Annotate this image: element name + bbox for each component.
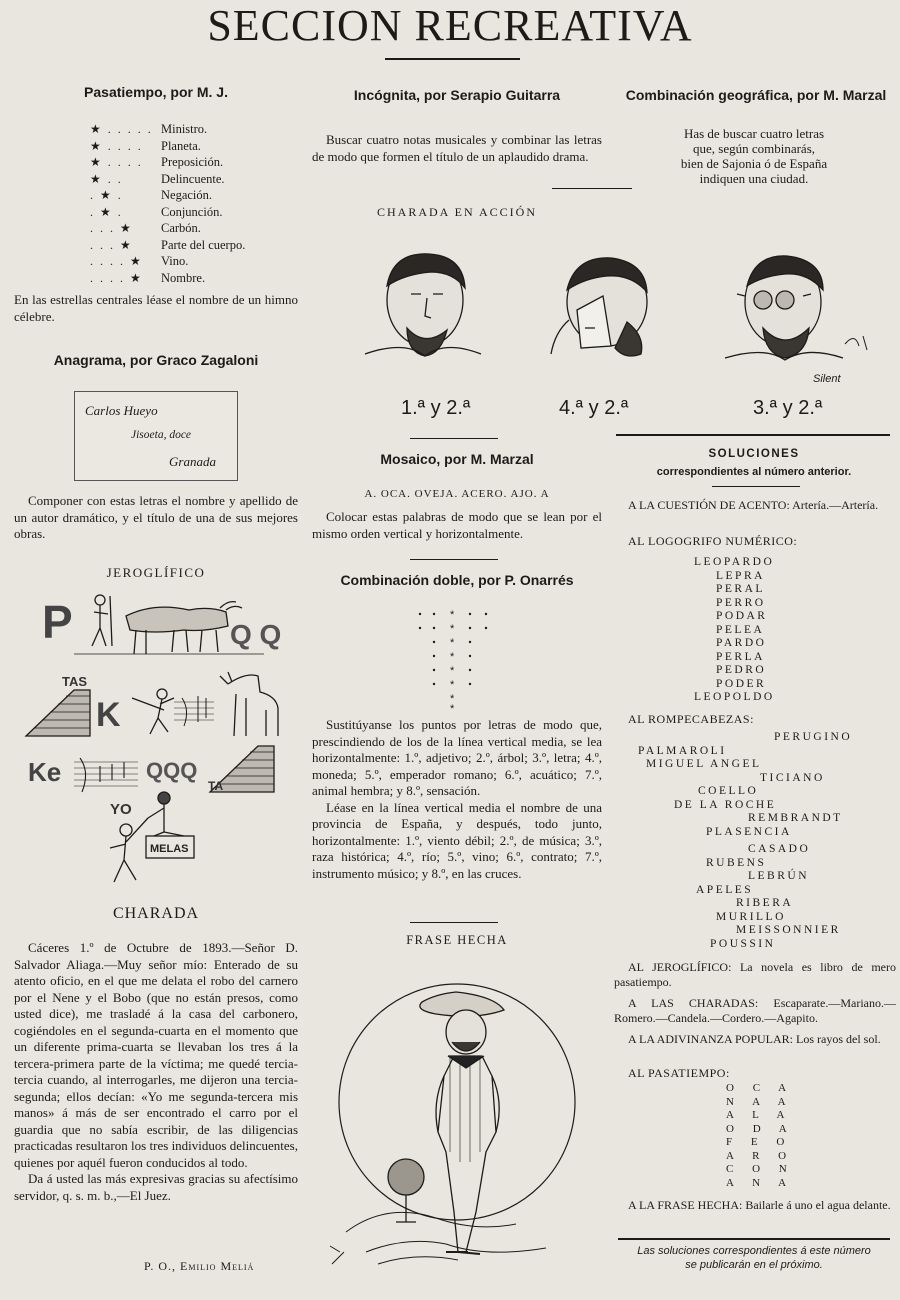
- rompe-word: DE LA ROCHE: [674, 798, 777, 811]
- rompe-word: POUSSIN: [710, 937, 776, 950]
- charada-accion-title: CHARADA EN ACCIÓN: [376, 205, 537, 219]
- rompe-word: RIBERA: [736, 897, 794, 909]
- pasatiempo-row: . . . . ★ Nombre.: [90, 270, 206, 285]
- solucion-logogrifo-title: AL LOGOGRIFO NUMÉRICO:: [628, 534, 798, 548]
- doble-title: Combinación doble, por P. Onarrés: [340, 572, 574, 588]
- anagrama-card-line: Carlos Hueyo: [85, 403, 158, 418]
- charada-accion-label-3: 3.ª y 2.ª: [753, 397, 823, 419]
- pasatiempo-row: . . . ★ Carbón.: [90, 221, 201, 235]
- soluciones-footnote: Las soluciones correspondientes á este número se publicarán en el próximo.: [637, 1245, 871, 1271]
- pasatiempo-puzzle: [14, 122, 298, 292]
- solucion-charadas: A LAS CHARADAS: Escaparate.—Mariano.—Romero.—Candela.—Cordero.—Agapito.: [614, 996, 896, 1025]
- rompe-word: PALMAROLI: [638, 744, 727, 757]
- solucion-rompe-list: [612, 731, 900, 951]
- solucion-acento: A LA CUESTIÓN DE ACENTO: Artería.—Artería.: [628, 498, 879, 512]
- mosaico-title: Mosaico, por M. Marzal: [380, 451, 534, 467]
- page-title: SECCION RECREATIVA: [207, 1, 693, 50]
- pasatiempo-grid-row: C O N: [726, 1163, 795, 1175]
- charada-text: Cáceres 1.º de Octubre de 1893.—Señor D. Salvador Aliaga.—Muy señor mío: Enterado de su atento oficio, en el que me delata el robo del carnero por el Nene y el Bobo (que no están presos, como usted dice), me trasladé á la casa del carbonero, cogiéndoles en el segunda-cuarta en el momento que un diferente prima-cuarta se llevaban los tres á la tercera-primera parte de la víctima; me quedé tercia-tercia cuando, al interrogarles, me dijeron una tercia-segunda; ellos decían: «Yo me segunda-tercera mis manos» á más de ser encontrado el carro por el guardia que no sabía escribir, de las diligencias practicadas resultaron los tres individuos delincuentes, quienes por aquél fueron conducidos al todo. Da á usted las más expresivas gracias su afectísimo servidor, q. s. m. b.,—El Juez.: [14, 940, 298, 1203]
- rompe-word: COELLO: [698, 785, 759, 797]
- charada-accion-label-1: 1.ª y 2.ª: [401, 397, 471, 419]
- charada-title: CHARADA: [112, 905, 200, 922]
- rompe-word: APELES: [696, 883, 754, 896]
- jeroglifico-k: K: [96, 696, 121, 734]
- rompe-word: CASADO: [748, 843, 811, 855]
- svg-text:*: *: [450, 637, 455, 649]
- mosaico-text: Colocar estas palabras de modo que se lean por el mismo orden vertical y horizontalmente.: [312, 509, 602, 541]
- logogrifo-word: PERAL: [716, 583, 765, 595]
- divider: [712, 486, 800, 487]
- svg-text:*: *: [450, 679, 455, 691]
- divider: [410, 438, 498, 439]
- doble-text: Sustitúyanse los puntos por letras de modo que, prescindiendo de los de la línea vertical media, se lea horizontalmente: 1.º, adjetivo; 2.º, árbol; 3.º, letra; 4.º, moneda; 5.º, emperador romano; 6.º, acuático; 7.º, animal hembra; y 8.º, sensación. Léase en la línea vertical media el nombre de una provincia de España, y después, todo junto, horizontalmente: 1.º, viento débil; 2.º, de música; 3.º, raza histórica; 4.º, río; 5.º, vino; 6.º, contrato; 7.º, instrumento músico; y 8.º, en las cruces.: [312, 717, 602, 881]
- frase-illustration: [326, 952, 588, 1282]
- anagrama-card-line: Granada: [169, 454, 216, 469]
- soluciones-top-rule: [616, 434, 890, 436]
- pasatiempo-grid-row: A N A: [726, 1176, 795, 1189]
- solucion-pasatiempo-grid: [726, 1082, 806, 1190]
- jeroglifico-ta: TA: [208, 779, 224, 793]
- pasatiempo-row: . ★ . Negación.: [90, 188, 213, 202]
- pasatiempo-grid-row: A L A: [726, 1109, 793, 1121]
- charada-signature: P. O., Emilio Meliá: [144, 1259, 255, 1273]
- svg-text:*: *: [450, 703, 455, 714]
- jeroglifico-melas: MELAS: [150, 843, 189, 855]
- solucion-logogrifo-list: [612, 556, 896, 706]
- rompe-word: TICIANO: [760, 771, 825, 784]
- logogrifo-word: PERRO: [716, 596, 766, 609]
- logogrifo-word: PARDO: [716, 637, 767, 649]
- anagrama-text: Componer con estas letras el nombre y apellido de un autor dramático, y el título de una de sus mejores obras.: [14, 493, 298, 541]
- title-rule: [385, 58, 520, 60]
- charada-accion-label-2: 4.ª y 2.ª: [559, 397, 629, 419]
- solucion-jeroglifico: AL JEROGLÍFICO: La novela es libro de mero pasatiempo.: [614, 960, 896, 989]
- soluciones-bottom-rule: [618, 1238, 890, 1240]
- jeroglifico-tas: TAS: [62, 674, 88, 689]
- pasatiempo-grid-row: N A A: [726, 1095, 794, 1108]
- solucion-frase: A LA FRASE HECHA: Bailarle á uno el agua delante.: [628, 1198, 891, 1212]
- logogrifo-word: LEOPOLDO: [694, 691, 775, 703]
- logogrifo-word: LEPRA: [716, 569, 765, 582]
- solucion-adivinanza: A LA ADIVINANZA POPULAR: Los rayos del sol.: [628, 1032, 881, 1046]
- geografica-verse: Has de buscar cuatro letras que, según combinarás, bien de Sajonia ó de España indiquen una ciudad.: [680, 126, 828, 186]
- pasatiempo-row: ★ . . Delincuente.: [90, 171, 225, 186]
- pasatiempo-note: En las estrellas centrales léase el nombre de un himno célebre.: [14, 292, 298, 324]
- jeroglifico-qqq: QQQ: [146, 758, 198, 783]
- rompe-word: RUBENS: [706, 856, 767, 869]
- svg-text:*: *: [450, 623, 455, 635]
- rompe-word: PLASENCIA: [706, 825, 792, 838]
- rompe-word: MURILLO: [716, 910, 786, 923]
- pasatiempo-grid-row: F E O: [726, 1136, 793, 1148]
- jeroglifico-p: P: [42, 596, 73, 648]
- divider: [410, 559, 498, 560]
- charada-accion-signature: Silent: [813, 373, 841, 385]
- svg-text:*: *: [450, 665, 455, 677]
- rompe-word: PERUGINO: [774, 731, 853, 743]
- doble-dot-grid: [412, 606, 500, 714]
- divider: [552, 188, 632, 189]
- svg-text:*: *: [450, 693, 455, 705]
- jeroglifico-title: JEROGLÍFICO: [106, 565, 206, 580]
- jeroglifico-illustration: [14, 586, 298, 886]
- incognita-title: Incógnita, por Serapio Guitarra: [353, 87, 561, 103]
- svg-text:*: *: [450, 609, 455, 621]
- soluciones-subtitle: correspondientes al número anterior.: [656, 466, 852, 478]
- pasatiempo-grid-row: A R O: [726, 1149, 795, 1162]
- rompe-word: MIGUEL ANGEL: [646, 758, 762, 770]
- logogrifo-word: LEOPARDO: [694, 556, 775, 568]
- mosaico-words: A. OCA. OVEJA. ACERO. AJO. A: [364, 488, 550, 500]
- anagrama-card-line: Jisoeta, doce: [131, 429, 192, 441]
- logogrifo-word: PODER: [716, 677, 767, 690]
- rompe-word: REMBRANDT: [748, 812, 843, 824]
- pasatiempo-row: . . . ★ Parte del cuerpo.: [90, 237, 246, 252]
- pasatiempo-row: ★ . . . . Preposición.: [90, 155, 224, 169]
- pasatiempo-grid-row: O C A: [726, 1082, 795, 1094]
- pasatiempo-row: . . . . ★ Vino.: [90, 254, 189, 268]
- divider: [410, 922, 498, 923]
- pasatiempo-title: Pasatiempo, por M. J.: [84, 84, 228, 100]
- incognita-text: Buscar cuatro notas musicales y combinar las letras de modo que formen el título de un aplaudido drama.: [312, 132, 602, 164]
- logogrifo-word: PODAR: [716, 610, 768, 622]
- pasatiempo-row: . ★ . Conjunción.: [90, 204, 223, 219]
- logogrifo-word: PELEA: [716, 623, 765, 636]
- rompe-word: MEISSONNIER: [736, 924, 841, 936]
- geografica-title: Combinación geográfica, por M. Marzal: [625, 87, 887, 103]
- pasatiempo-row: ★ . . . . . Ministro.: [90, 122, 208, 136]
- jeroglifico-ke: Ke: [28, 757, 62, 787]
- jeroglifico-yo: YO: [110, 801, 132, 818]
- pasatiempo-row: ★ . . . . Planeta.: [90, 138, 201, 153]
- soluciones-title: SOLUCIONES: [708, 448, 800, 460]
- jeroglifico-qq: Q Q: [230, 619, 282, 650]
- frase-title: FRASE HECHA: [406, 933, 508, 947]
- svg-text:*: *: [450, 651, 455, 663]
- rompe-word: LEBRÚN: [748, 870, 809, 882]
- charada-accion-illustration: [345, 236, 875, 430]
- anagrama-card: [74, 391, 238, 481]
- logogrifo-word: PERLA: [716, 650, 765, 663]
- logogrifo-word: PEDRO: [716, 664, 767, 676]
- anagrama-title: Anagrama, por Graco Zagaloni: [53, 352, 259, 368]
- solucion-rompe-title: AL ROMPECABEZAS:: [628, 712, 754, 726]
- solucion-pasatiempo-title: AL PASATIEMPO:: [628, 1066, 730, 1080]
- pasatiempo-grid-row: O D A: [726, 1122, 795, 1135]
